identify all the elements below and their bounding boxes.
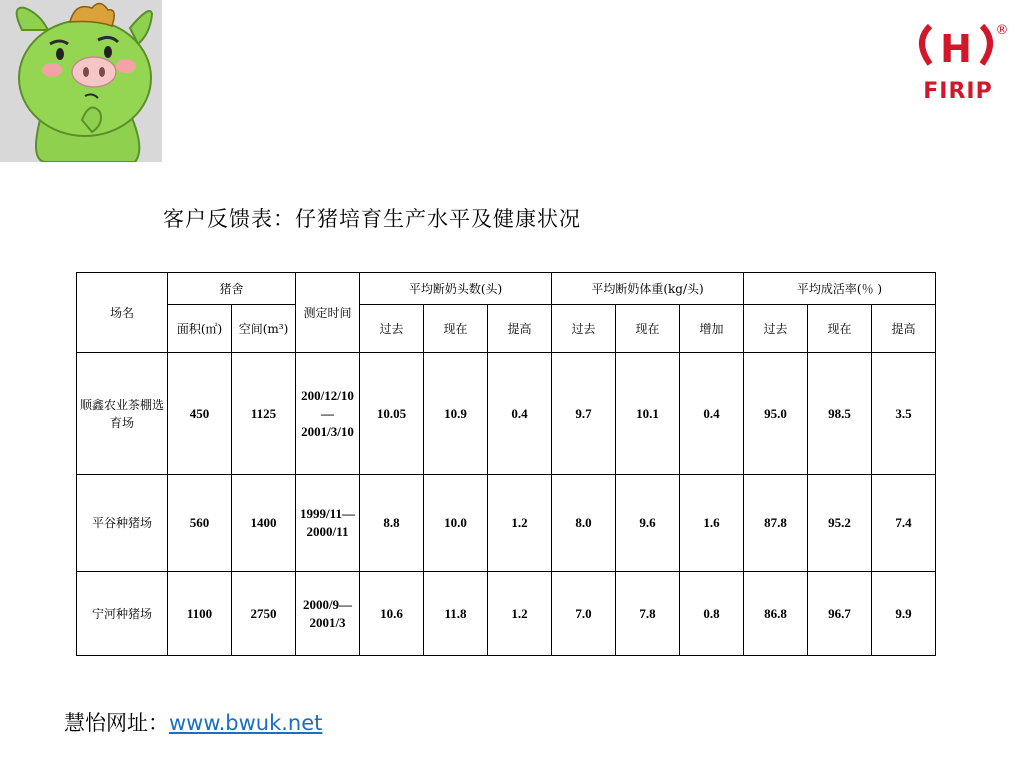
time-cell: 2000/9—2001/3 (296, 572, 360, 656)
header-row-1 (77, 273, 936, 305)
header-weaned-count: 平均断奶头数(头) (360, 273, 552, 305)
space-cell: 1125 (232, 353, 296, 475)
value-cell: 86.8 (744, 572, 808, 656)
farm-name-cell: 宁河种猪场 (77, 572, 168, 656)
value-cell: 7.8 (616, 572, 680, 656)
logo-text: FIRIP (923, 79, 993, 104)
table-row (77, 475, 936, 572)
sub-header: 现在 (808, 305, 872, 353)
header-weaned-weight: 平均断奶体重(kg/头) (552, 273, 744, 305)
value-cell: 0.4 (488, 353, 552, 475)
value-cell: 8.0 (552, 475, 616, 572)
sub-header: 现在 (424, 305, 488, 353)
sub-header: 增加 (680, 305, 744, 353)
feedback-table (76, 272, 936, 656)
area-cell: 560 (168, 475, 232, 572)
sub-header: 提高 (488, 305, 552, 353)
sub-header: 现在 (616, 305, 680, 353)
value-cell: 9.9 (872, 572, 936, 656)
website-label: 慧怡网址： (64, 711, 169, 735)
farm-name-cell: 平谷种猪场 (77, 475, 168, 572)
pig-mascot-image (0, 0, 162, 162)
table-row (77, 353, 936, 475)
value-cell: 98.5 (808, 353, 872, 475)
value-cell: 1.2 (488, 572, 552, 656)
value-cell: 0.4 (680, 353, 744, 475)
value-cell: 11.8 (424, 572, 488, 656)
header-house: 猪舍 (168, 273, 296, 305)
firip-logo-icon (912, 20, 1012, 104)
sub-header: 提高 (872, 305, 936, 353)
pig-illustration (0, 0, 162, 162)
time-cell: 200/12/10—2001/3/10 (296, 353, 360, 475)
table-row (77, 572, 936, 656)
sub-header: 过去 (552, 305, 616, 353)
space-cell: 1400 (232, 475, 296, 572)
area-cell: 450 (168, 353, 232, 475)
value-cell: 7.0 (552, 572, 616, 656)
value-cell: 8.8 (360, 475, 424, 572)
company-logo (912, 20, 1012, 104)
header-farm: 场名 (77, 273, 168, 353)
value-cell: 9.7 (552, 353, 616, 475)
space-cell: 2750 (232, 572, 296, 656)
value-cell: 96.7 (808, 572, 872, 656)
farm-name-cell: 顺鑫农业茶棚选育场 (77, 353, 168, 475)
header-survival: 平均成活率(％ ) (744, 273, 936, 305)
value-cell: 9.6 (616, 475, 680, 572)
area-cell: 1100 (168, 572, 232, 656)
time-cell: 1999/11—2000/11 (296, 475, 360, 572)
value-cell: 0.8 (680, 572, 744, 656)
header-area: 面积(㎡) (168, 305, 232, 353)
registered-mark: ® (995, 23, 1009, 38)
header-space: 空间(m³) (232, 305, 296, 353)
value-cell: 87.8 (744, 475, 808, 572)
header-time: 测定时间 (296, 273, 360, 353)
value-cell: 10.05 (360, 353, 424, 475)
value-cell: 95.2 (808, 475, 872, 572)
website-link[interactable]: www.bwuk.net (169, 711, 323, 735)
value-cell: 10.6 (360, 572, 424, 656)
value-cell: 1.6 (680, 475, 744, 572)
sub-header: 过去 (360, 305, 424, 353)
value-cell: 10.9 (424, 353, 488, 475)
page-title: 客户反馈表：仔猪培育生产水平及健康状况 (163, 207, 581, 231)
value-cell: 10.0 (424, 475, 488, 572)
website-footer (64, 707, 322, 737)
header-row-2 (77, 305, 936, 353)
value-cell: 10.1 (616, 353, 680, 475)
sub-header: 过去 (744, 305, 808, 353)
value-cell: 3.5 (872, 353, 936, 475)
value-cell: 95.0 (744, 353, 808, 475)
value-cell: 1.2 (488, 475, 552, 572)
logo-mark: H (940, 27, 972, 71)
value-cell: 7.4 (872, 475, 936, 572)
